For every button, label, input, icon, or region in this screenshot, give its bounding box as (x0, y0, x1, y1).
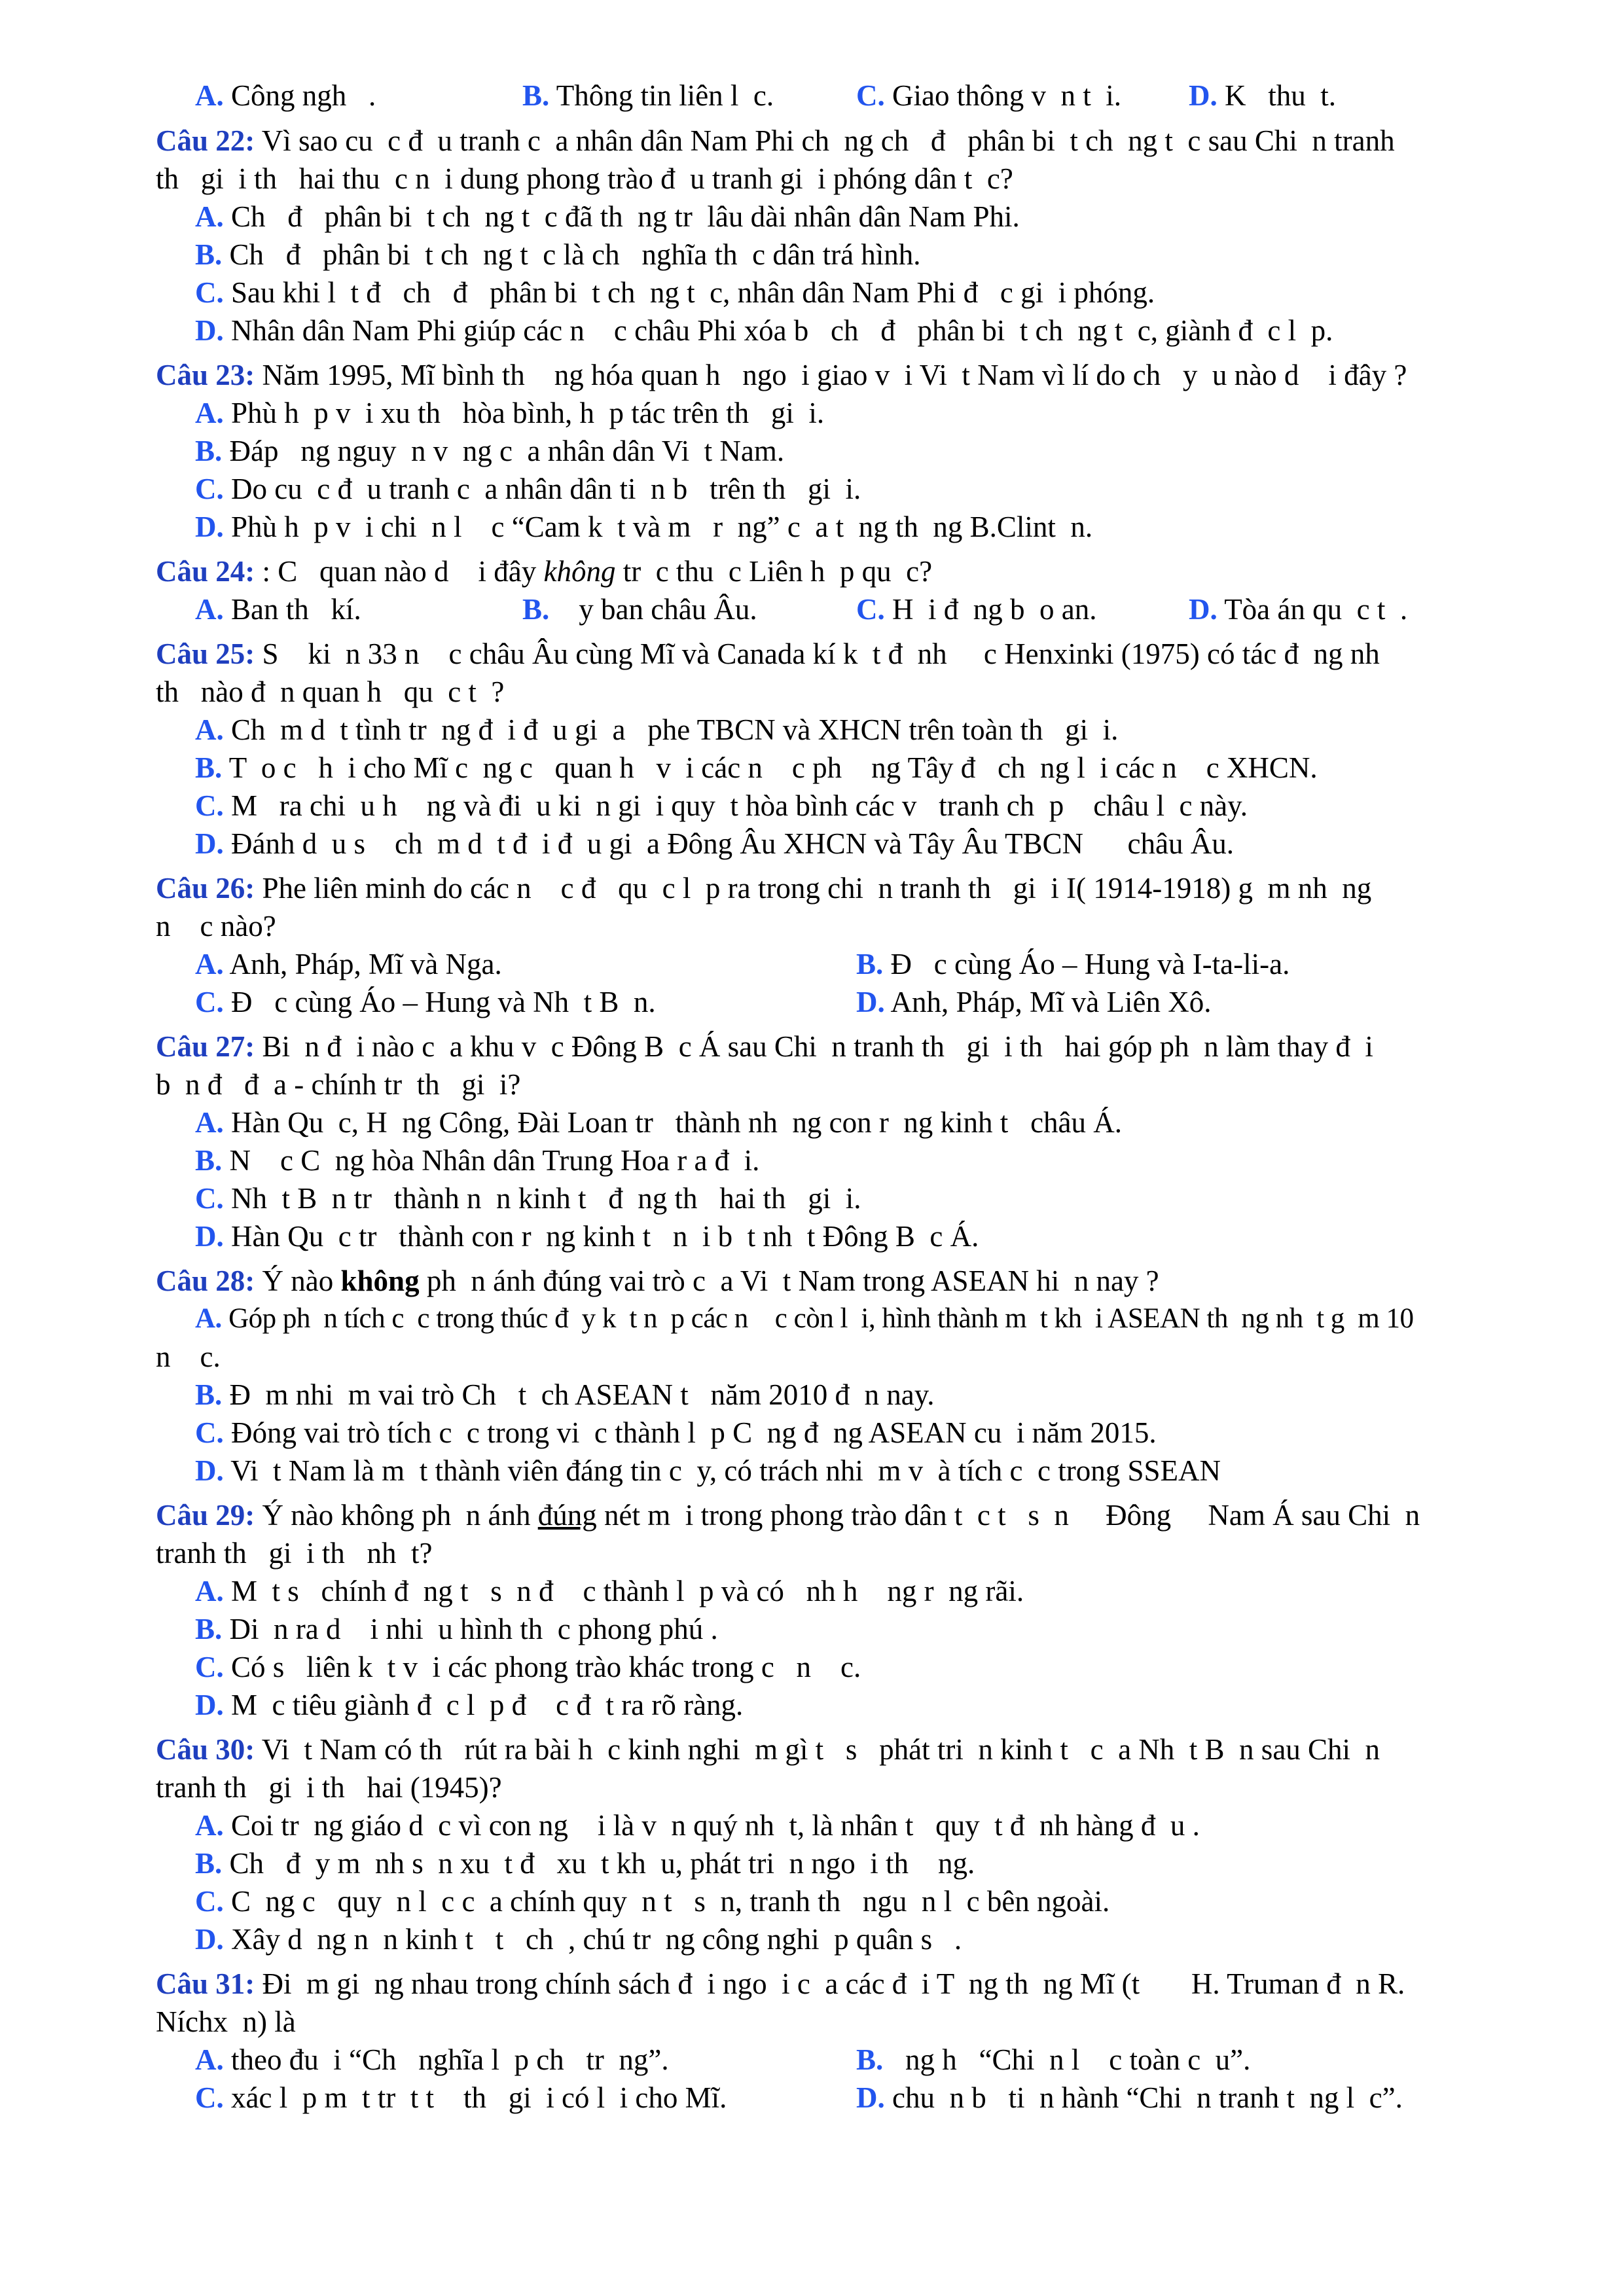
option-letter: A. (195, 2043, 224, 2076)
question-label: Câu 27: (156, 1030, 255, 1063)
question-25-option-a (195, 711, 1118, 748)
question-23-option-b (195, 433, 784, 469)
question-26-stem-cont (156, 908, 276, 944)
question-emphasis: không (340, 1265, 420, 1297)
option-letter: A. (195, 713, 224, 746)
question-24-option-a (195, 591, 361, 628)
header-option-b (522, 77, 774, 114)
question-text: Ý nào không ph n ánh (255, 1499, 538, 1532)
question-text: th nào đ n quan h qu c t ? (156, 675, 505, 708)
option-text: C ng c quy n l c c a chính quy n t s n, tranh th ngu n l c bên ngoài. (231, 1885, 1110, 1918)
option-text: ng h “Chi n l c toàn c u”. (890, 2043, 1251, 2076)
question-31-option-a (195, 2041, 669, 2078)
option-letter: C. (195, 2081, 224, 2114)
option-letter: A. (195, 1106, 224, 1139)
option-letter: D. (195, 1220, 224, 1253)
question-25-option-b (195, 749, 1318, 786)
question-30-stem (156, 1731, 1380, 1768)
question-text: tranh th gi i th hai (1945)? (156, 1771, 502, 1804)
question-text: nét m i trong phong trào dân t c t s n Đông Nam Á sau Chi n (596, 1499, 1420, 1532)
option-text: Coi tr ng giáo d c vì con ng i là v n quý nh t, là nhân t quy t đ nh hàng đ u . (231, 1809, 1200, 1842)
question-28-option-c (195, 1414, 1157, 1451)
question-28-option-a-cont (156, 1338, 221, 1375)
question-26-option-a (195, 946, 502, 982)
option-text: Di n ra d i nhi u hình th c phong phú . (229, 1613, 718, 1645)
option-text: Phù h p v i xu th hòa bình, h p tác trên th gi i. (231, 397, 825, 429)
question-25-stem (156, 636, 1380, 672)
question-emphasis: không (543, 555, 616, 588)
question-label: Câu 29: (156, 1499, 255, 1532)
question-22-option-a (195, 198, 1020, 235)
question-29-stem-cont (156, 1535, 432, 1571)
option-text: Ch đ phân bi t ch ng t c đã th ng tr lâu dài nhân dân Nam Phi. (231, 200, 1020, 233)
option-letter: B. (522, 593, 550, 626)
question-31-stem-cont (156, 2003, 296, 2040)
question-25-stem-cont (156, 673, 504, 710)
option-letter: B. (195, 1378, 223, 1411)
question-26-option-c (195, 984, 656, 1020)
option-letter: D. (1189, 79, 1218, 112)
question-29-option-d (195, 1687, 743, 1723)
question-text: Phe liên minh do các n c đ qu c l p ra trong chi n tranh th gi i I( 1914-1918) g m nh ng (262, 872, 1372, 905)
option-text: Đ c cùng Áo – Hung và I-ta-li-a. (890, 948, 1290, 980)
question-28-stem (156, 1263, 1159, 1299)
question-24-option-d (1189, 591, 1407, 628)
question-label: Câu 30: (156, 1733, 255, 1766)
option-letter: A. (195, 1303, 222, 1334)
question-30-option-b (195, 1845, 975, 1882)
question-23-stem (156, 357, 1407, 393)
question-29-option-b (195, 1611, 718, 1647)
option-text: Ch m d t tình tr ng đ i đ u gi a phe TBCN và XHCN trên toàn th gi i. (231, 713, 1119, 746)
option-letter: C. (195, 789, 224, 822)
option-text: M c tiêu giành đ c l p đ c đ t ra rõ ràng. (231, 1689, 744, 1721)
question-text: th gi i th hai thu c n i dung phong trào đ u tranh gi i phóng dân t c? (156, 162, 1013, 195)
question-24-option-b (522, 591, 757, 628)
option-text: Đ c cùng Áo – Hung và Nh t B n. (231, 986, 656, 1018)
option-letter: B. (195, 435, 223, 467)
question-27-stem (156, 1028, 1373, 1065)
question-label: Câu 23: (156, 359, 255, 391)
option-text: Có s liên k t v i các phong trào khác trong c n c. (231, 1651, 861, 1683)
question-label: Câu 31: (156, 1967, 255, 2000)
option-text: Do cu c đ u tranh c a nhân dân ti n b trên th gi i. (231, 473, 861, 505)
question-label: Câu 28: (156, 1265, 255, 1297)
question-25-option-c (195, 787, 1248, 824)
option-letter: C. (195, 1885, 224, 1918)
option-letter: D. (856, 2081, 885, 2114)
question-28-option-d (195, 1452, 1221, 1489)
option-letter: D. (195, 827, 224, 860)
option-letter: D. (195, 1923, 224, 1956)
option-text: n c. (156, 1340, 221, 1373)
option-letter: C. (195, 1182, 224, 1215)
option-text: chu n b ti n hành “Chi n tranh t ng l c”. (892, 2081, 1403, 2114)
option-letter: B. (195, 238, 223, 271)
question-22-stem (156, 122, 1395, 159)
header-option-a (195, 77, 376, 114)
question-30-option-c (195, 1883, 1110, 1920)
option-text: Ch đ y m nh s n xu t đ xu t kh u, phát tri n ngo i th ng. (229, 1847, 975, 1880)
question-22-stem-cont (156, 160, 1013, 197)
option-text: Đáp ng nguy n v ng c a nhân dân Vi t Nam. (229, 435, 785, 467)
question-29-option-a (195, 1573, 1024, 1609)
question-text: S ki n 33 n c châu Âu cùng Mĩ và Canada kí k t đ nh c Henxinki (1975) có tác đ ng nh (262, 637, 1380, 670)
question-text: Níchx n) là (156, 2005, 296, 2038)
option-letter: D. (195, 511, 224, 543)
option-text: y ban châu Âu. (556, 593, 757, 626)
question-label: Câu 25: (156, 637, 255, 670)
option-text: xác l p m t tr t t th gi i có l i cho Mĩ. (231, 2081, 727, 2114)
question-29-stem (156, 1497, 1420, 1534)
option-letter: B. (195, 1144, 223, 1177)
option-text: Hàn Qu c, H ng Công, Đài Loan tr thành nh ng con r ng kinh t châu Á. (231, 1106, 1123, 1139)
option-text: Thông tin liên l c. (556, 79, 774, 112)
option-text: Ch đ phân bi t ch ng t c là ch nghĩa th c dân trá hình. (229, 238, 921, 271)
option-letter: A. (195, 200, 224, 233)
option-text: Vi t Nam là m t thành viên đáng tin c y, có trách nhi m v à tích c c trong SSEAN (230, 1454, 1221, 1487)
question-26-option-b (856, 946, 1290, 982)
question-text: Năm 1995, Mĩ bình th ng hóa quan h ngo i giao v i Vi t Nam vì lí do ch y u nào d i đây ? (262, 359, 1407, 391)
option-text: Sau khi l t đ ch đ phân bi t ch ng t c, nhân dân Nam Phi đ c gi i phóng. (231, 276, 1155, 309)
question-label: Câu 24: (156, 555, 255, 588)
option-letter: D. (195, 1689, 224, 1721)
question-28-option-b (195, 1376, 935, 1413)
question-27-option-a (195, 1104, 1122, 1141)
option-text: M ra chi u h ng và đi u ki n gi i quy t hòa bình các v tranh ch p châu l c này. (231, 789, 1248, 822)
question-29-option-c (195, 1649, 861, 1685)
option-letter: D. (1189, 593, 1218, 626)
option-text: Đánh d u s ch m d t đ i đ u gi a Đông Âu XHCN và Tây Âu TBCN châu Âu. (231, 827, 1234, 860)
option-text: K thu t. (1225, 79, 1337, 112)
question-text: Đi m gi ng nhau trong chính sách đ i ngo i c a các đ i T ng th ng Mĩ (t H. Truman đ n R. (262, 1967, 1405, 2000)
option-letter: B. (195, 1847, 223, 1880)
question-23-option-d (195, 509, 1092, 545)
question-27-stem-cont (156, 1066, 520, 1103)
option-text: Phù h p v i chi n l c “Cam k t và m r ng” c a t ng th ng B.Clint n. (231, 511, 1093, 543)
option-text: Đ m nhi m vai trò Ch t ch ASEAN t năm 2010 đ n nay. (229, 1378, 935, 1411)
option-letter: B. (195, 1613, 223, 1645)
option-letter: B. (522, 79, 550, 112)
option-text: T o c h i cho Mĩ c ng c quan h v i các n c ph ng Tây đ ch ng l i các n c XHCN. (228, 751, 1318, 784)
option-letter: C. (195, 1416, 224, 1449)
option-text: Nh t B n tr thành n n kinh t đ ng th hai th gi i. (231, 1182, 861, 1215)
option-text: Công ngh . (231, 79, 376, 112)
option-letter: A. (195, 593, 224, 626)
question-text: ph n ánh đúng vai trò c a Vi t Nam trong ASEAN hi n nay ? (419, 1265, 1159, 1297)
question-text: Vì sao cu c đ u tranh c a nhân dân Nam Phi ch ng ch đ phân bi t ch ng t c sau Chi n tranh (261, 124, 1395, 157)
question-31-option-c (195, 2079, 727, 2116)
option-text: Nhân dân Nam Phi giúp các n c châu Phi xóa b ch đ phân bi t ch ng t c, giành đ c l p. (231, 314, 1333, 347)
question-26-stem (156, 870, 1371, 906)
option-text: Xây d ng n n kinh t t ch , chú tr ng công nghi p quân s . (231, 1923, 962, 1956)
option-text: H i đ ng b o an. (892, 593, 1097, 626)
option-text: Giao thông v n t i. (892, 79, 1121, 112)
question-22-option-d (195, 312, 1333, 349)
option-letter: D. (856, 986, 885, 1018)
question-26-option-d (856, 984, 1211, 1020)
header-option-d (1189, 77, 1336, 114)
option-letter: D. (195, 1454, 224, 1487)
option-text: Ban th kí. (231, 593, 361, 626)
question-label: Câu 26: (156, 872, 255, 905)
option-text: Góp ph n tích c c trong thúc đ y k t n p các n c còn l i, hình thành m t kh i ASEAN th ng nh t g m 10 (228, 1303, 1414, 1334)
option-letter: A. (195, 948, 224, 980)
question-22-option-b (195, 236, 921, 273)
question-text: tr c thu c Liên h p qu c? (615, 555, 933, 588)
option-letter: A. (195, 1575, 224, 1607)
question-30-stem-cont (156, 1769, 502, 1806)
question-22-option-c (195, 274, 1155, 311)
option-letter: C. (195, 276, 224, 309)
question-24-option-c (856, 591, 1096, 628)
question-28-option-a (195, 1300, 1413, 1337)
option-letter: A. (195, 397, 224, 429)
question-30-option-d (195, 1921, 962, 1958)
question-text: Bi n đ i nào c a khu v c Đông B c Á sau Chi n tranh th gi i th hai góp ph n làm thay đ i (262, 1030, 1373, 1063)
question-23-option-c (195, 471, 861, 507)
option-text: Đóng vai trò tích c c trong vi c thành l p C ng đ ng ASEAN cu i năm 2015. (231, 1416, 1157, 1449)
option-letter: A. (195, 79, 224, 112)
question-27-option-b (195, 1142, 759, 1179)
option-text: Anh, Pháp, Mĩ và Liên Xô. (890, 986, 1212, 1018)
question-text: Vi t Nam có th rút ra bài h c kinh nghi m gì t s phát tri n kinh t c a Nh t B n sau Chi n (261, 1733, 1380, 1766)
question-text: : C quan nào d i đây (255, 555, 544, 588)
question-text: Ý nào (255, 1265, 341, 1297)
question-31-option-d (856, 2079, 1403, 2116)
option-letter: A. (195, 1809, 224, 1842)
option-text: theo đu i “Ch nghĩa l p ch tr ng”. (231, 2043, 669, 2076)
option-letter: C. (195, 473, 224, 505)
question-text: tranh th gi i th nh t? (156, 1537, 433, 1570)
option-letter: D. (195, 314, 224, 347)
question-24-stem (156, 553, 932, 590)
option-text: Tòa án qu c t . (1224, 593, 1408, 626)
option-letter: C. (195, 1651, 224, 1683)
option-letter: B. (856, 948, 884, 980)
question-27-option-d (195, 1218, 979, 1255)
question-emphasis: đúng (537, 1499, 597, 1532)
option-letter: C. (856, 593, 885, 626)
question-label: Câu 22: (156, 124, 255, 157)
option-letter: C. (195, 986, 224, 1018)
question-31-option-b (856, 2041, 1250, 2078)
question-31-stem (156, 1965, 1405, 2002)
option-letter: B. (856, 2043, 884, 2076)
option-text: Hàn Qu c tr thành con r ng kinh t n i b t nh t Đông B c Á. (231, 1220, 979, 1253)
option-text: Anh, Pháp, Mĩ và Nga. (229, 948, 502, 980)
header-option-c (856, 77, 1121, 114)
question-25-option-d (195, 825, 1234, 862)
option-text: N c C ng hòa Nhân dân Trung Hoa r a đ i. (229, 1144, 760, 1177)
option-letter: C. (856, 79, 885, 112)
option-text: M t s chính đ ng t s n đ c thành l p và có nh h ng r ng rãi. (231, 1575, 1024, 1607)
question-text: b n đ đ a - chính tr th gi i? (156, 1068, 521, 1101)
option-letter: B. (195, 751, 223, 784)
question-text: n c nào? (156, 910, 276, 942)
question-30-option-a (195, 1807, 1200, 1844)
question-27-option-c (195, 1180, 861, 1217)
question-23-option-a (195, 395, 824, 431)
